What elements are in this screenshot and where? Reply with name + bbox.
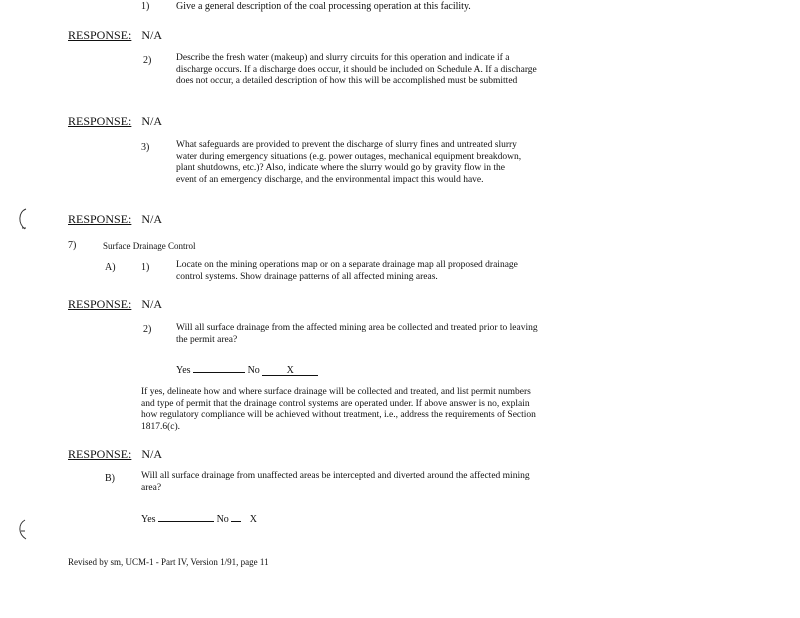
yes-blank xyxy=(193,362,245,373)
response-label: RESPONSE: xyxy=(68,297,132,311)
no-blank xyxy=(231,511,241,522)
no-blank xyxy=(262,365,318,376)
response-label: RESPONSE: xyxy=(68,212,132,226)
section-7-title: Surface Drainage Control xyxy=(103,241,196,251)
a2-number: 2) xyxy=(143,324,152,335)
b-letter: B) xyxy=(105,473,115,484)
response-value: N/A xyxy=(141,114,163,128)
response-label: RESPONSE: xyxy=(68,28,132,42)
a2-text: Will all surface drainage from the affected mining area be collected and treated prior to leaving the permit area? xyxy=(176,323,538,345)
no-label: No xyxy=(216,514,229,525)
response-3 xyxy=(68,212,162,226)
yes-blank xyxy=(158,511,214,522)
q3-text: What safeguards are provided to prevent the discharge of slurry fines and untreated slurry water during emergency situations (e.g. power outages, mechanical equipment breakdown, plant shutdowns, etc.)? Also, indicate where the slurry would go by gravity flow in the event of an emergency discharge, and the environmental impact this would have. xyxy=(176,140,522,185)
a2-followup: If yes, delineate how and where surface drainage will be collected and treated, and list permit numbers and type of permit that the drainage control systems are operated under. If above answer is no, explain how regulatory compliance will be achieved without treatment, i.e., address the requirements of Section 1817.6(c). xyxy=(141,387,536,432)
q1-text: Give a general description of the coal processing operation at this facility. xyxy=(176,1,471,12)
response-1 xyxy=(68,28,162,42)
response-value: N/A xyxy=(141,212,163,226)
response-value: N/A xyxy=(141,447,163,461)
response-value: N/A xyxy=(141,297,163,311)
yes-label: Yes xyxy=(176,365,191,376)
b-yes-no-line xyxy=(141,511,257,526)
q2-number: 2) xyxy=(143,55,152,66)
no-label: No xyxy=(247,365,260,376)
no-answer: X xyxy=(249,514,258,525)
a-letter: A) xyxy=(105,262,116,273)
response-5 xyxy=(68,447,162,461)
q3-number: 3) xyxy=(141,142,150,153)
response-label: RESPONSE: xyxy=(68,114,132,128)
scan-mark xyxy=(16,206,28,232)
a1-number: 1) xyxy=(141,262,150,273)
scan-mark xyxy=(16,518,28,542)
a1-text: Locate on the mining operations map or on a separate drainage map all proposed drainage control systems. Show drainage patterns of all affected mining areas. xyxy=(176,260,518,282)
q1-number: 1) xyxy=(141,1,150,12)
response-label: RESPONSE: xyxy=(68,447,132,461)
response-4 xyxy=(68,297,162,311)
response-2 xyxy=(68,114,162,128)
section-7-number: 7) xyxy=(68,240,77,251)
q2-text: Describe the fresh water (makeup) and slurry circuits for this operation and indicate if a discharge occurs. If a discharge does occur, it should be included on Schedule A. If a discharge does not occur, a detailed description of how this will be accomplished must be submitted xyxy=(176,53,537,86)
a2-yes-no-line xyxy=(176,362,318,377)
b-text: Will all surface drainage from unaffected areas be intercepted and diverted around the affected mining area? xyxy=(141,471,530,493)
response-value: N/A xyxy=(141,28,163,42)
no-answer: X xyxy=(286,365,294,376)
yes-label: Yes xyxy=(141,514,156,525)
page-footer: Revised by sm, UCM-1 - Part IV, Version 1/91, page 11 xyxy=(68,557,269,567)
